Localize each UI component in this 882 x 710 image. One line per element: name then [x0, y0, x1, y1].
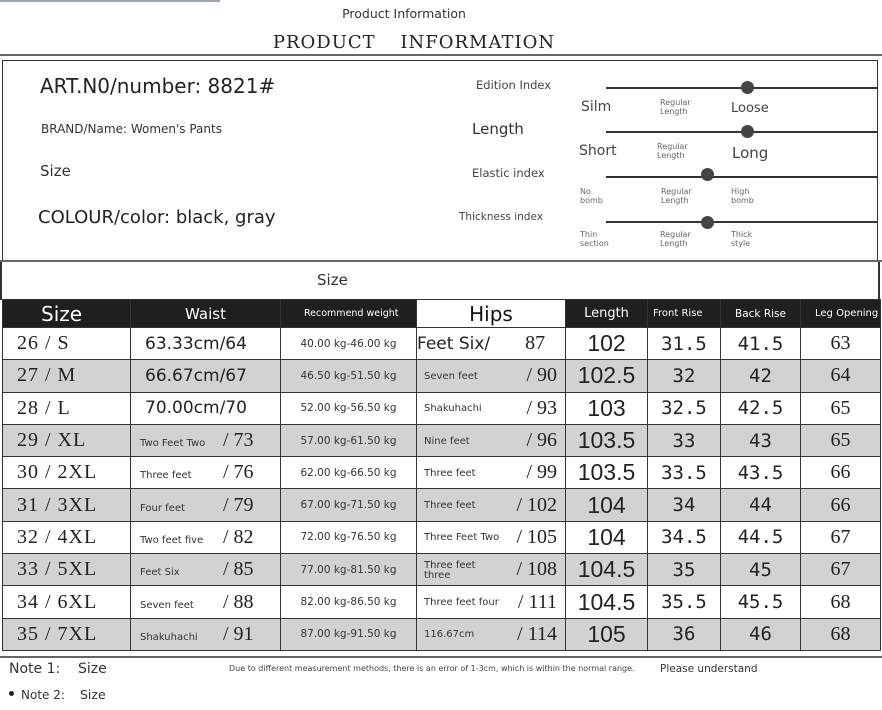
hips-text: Seven feet	[424, 370, 478, 382]
front-rise-cell: 35	[648, 554, 721, 586]
note2-label: Note 2:	[21, 688, 65, 702]
back-rise-cell: 45.5	[721, 586, 801, 618]
waist-text: Seven feet	[140, 599, 194, 611]
hips-number: 87	[525, 332, 546, 355]
length-cell: 104	[566, 521, 648, 553]
waist-text: Three feet	[140, 470, 192, 482]
front-rise-cell: 32	[648, 360, 721, 392]
waist-cell	[131, 521, 281, 553]
leg-opening-cell: 63	[801, 328, 881, 360]
size-cell: 27 / M	[3, 360, 131, 392]
table-header-row	[3, 300, 881, 328]
table-row	[3, 521, 881, 553]
thickness-left-label: Thin section	[580, 230, 609, 248]
elastic-right-label: High bomb	[731, 187, 754, 205]
hips-cell	[417, 554, 566, 586]
brand-name: BRAND/Name: Women's Pants	[41, 122, 222, 136]
size-cell: 32 / 4XL	[3, 521, 131, 553]
table-caption: Size	[317, 271, 348, 289]
waist-number: / 85	[223, 558, 254, 581]
back-rise-cell: 44	[721, 489, 801, 521]
size-label: Size	[40, 162, 71, 180]
header-length: Length	[566, 300, 648, 328]
waist-number: / 76	[223, 461, 254, 484]
leg-opening-cell: 68	[801, 618, 881, 650]
weight-cell: 87.00 kg-91.50 kg	[281, 618, 417, 650]
elastic-scale-marker	[701, 168, 714, 181]
waist-cell	[131, 586, 281, 618]
hips-number: / 114	[517, 622, 557, 645]
front-rise-cell: 34.5	[648, 521, 721, 553]
elastic-scale-line	[606, 176, 878, 178]
weight-cell: 52.00 kg-56.50 kg	[281, 392, 417, 424]
note1-tail: Please understand	[660, 663, 758, 675]
size-box-right-edge	[878, 262, 880, 300]
colour-info: COLOUR/color: black, gray	[38, 207, 276, 228]
header-waist: Waist	[131, 300, 281, 328]
waist-cell: 63.33cm/64	[131, 328, 281, 360]
size-cell: 35 / 7XL	[3, 618, 131, 650]
back-rise-cell: 41.5	[721, 328, 801, 360]
waist-number: / 82	[223, 525, 254, 548]
hips-cell	[417, 586, 566, 618]
leg-opening-cell: 65	[801, 424, 881, 456]
leg-opening-cell: 67	[801, 554, 881, 586]
waist-text: Two feet five	[140, 534, 204, 546]
hips-text: Feet Six/	[417, 334, 491, 355]
hips-number: / 90	[526, 364, 557, 387]
leg-opening-cell: 66	[801, 457, 881, 489]
waist-cell	[131, 457, 281, 489]
size-cell: 29 / XL	[3, 424, 131, 456]
waist-cell: 66.67cm/67	[131, 360, 281, 392]
note1-value: Size	[78, 661, 107, 677]
length-middle-label: Regular Length	[657, 142, 688, 160]
header-leg-opening: Leg Opening	[801, 300, 881, 328]
header-hips: Hips	[417, 300, 566, 328]
weight-cell: 72.00 kg-76.50 kg	[281, 521, 417, 553]
back-rise-cell: 42	[721, 360, 801, 392]
size-cell: 31 / 3XL	[3, 489, 131, 521]
hips-cell	[417, 521, 566, 553]
notes-divider	[0, 656, 882, 658]
edition-middle-label: Regular Length	[660, 98, 691, 116]
waist-text: Feet Six	[140, 567, 180, 579]
front-rise-cell: 33.5	[648, 457, 721, 489]
leg-opening-cell: 64	[801, 360, 881, 392]
leg-opening-cell: 68	[801, 586, 881, 618]
length-cell: 103.5	[566, 424, 648, 456]
header-recommend-weight: Recommend weight	[281, 300, 417, 328]
table-row	[3, 392, 881, 424]
table-row	[3, 328, 881, 360]
hips-text: Three Feet Two	[424, 532, 500, 544]
waist-number: / 91	[223, 622, 254, 645]
hips-cell	[417, 618, 566, 650]
table-row	[3, 586, 881, 618]
edition-left-label: Silm	[581, 99, 612, 115]
back-rise-cell: 44.5	[721, 521, 801, 553]
back-rise-cell: 42.5	[721, 392, 801, 424]
front-rise-cell: 36	[648, 618, 721, 650]
table-row	[3, 424, 881, 456]
length-index-label: Length	[472, 120, 524, 138]
front-rise-cell: 31.5	[648, 328, 721, 360]
weight-cell: 82.00 kg-86.50 kg	[281, 586, 417, 618]
hips-number: / 108	[516, 558, 557, 581]
waist-number: / 88	[223, 590, 254, 613]
waist-cell	[131, 424, 281, 456]
hips-cell	[417, 360, 566, 392]
hips-text: 116.67cm	[424, 629, 475, 641]
size-cell: 28 / L	[3, 392, 131, 424]
art-number: ART.N0/number: 8821#	[40, 74, 276, 98]
leg-opening-cell: 65	[801, 392, 881, 424]
page-subtitle: Product Information	[342, 6, 466, 21]
note1-label: Note 1:	[9, 661, 61, 677]
front-rise-cell: 32.5	[648, 392, 721, 424]
waist-cell	[131, 618, 281, 650]
waist-text: Four feet	[140, 502, 185, 514]
header-size: Size	[3, 300, 131, 328]
elastic-index-label: Elastic index	[472, 166, 545, 180]
front-rise-cell: 35.5	[648, 586, 721, 618]
back-rise-cell: 43.5	[721, 457, 801, 489]
page-title: PRODUCT INFORMATION	[272, 32, 556, 53]
thickness-scale-line	[606, 221, 878, 223]
hips-number: / 102	[516, 493, 557, 516]
waist-number: / 73	[223, 429, 254, 452]
back-rise-cell: 43	[721, 424, 801, 456]
hips-cell	[417, 424, 566, 456]
size-cell: 33 / 5XL	[3, 554, 131, 586]
weight-cell: 40.00 kg-46.00 kg	[281, 328, 417, 360]
length-scale-marker	[741, 125, 754, 138]
table-row	[3, 360, 881, 392]
back-rise-cell: 45	[721, 554, 801, 586]
hips-text: Nine feet	[424, 435, 470, 447]
size-cell: 34 / 6XL	[3, 586, 131, 618]
length-cell: 103.5	[566, 457, 648, 489]
leg-opening-cell: 67	[801, 521, 881, 553]
hips-text: Three feet four	[424, 597, 499, 609]
waist-text: Shakuhachi	[140, 631, 198, 643]
weight-cell: 46.50 kg-51.50 kg	[281, 360, 417, 392]
waist-cell	[131, 554, 281, 586]
table-row	[3, 554, 881, 586]
size-table	[2, 299, 881, 651]
length-cell: 104	[566, 489, 648, 521]
edition-index-label: Edition Index	[476, 78, 552, 92]
hips-number: / 111	[517, 590, 557, 613]
note2-bullet	[9, 691, 14, 696]
front-rise-cell: 34	[648, 489, 721, 521]
waist-cell	[131, 489, 281, 521]
table-row	[3, 457, 881, 489]
size-cell: 30 / 2XL	[3, 457, 131, 489]
edition-scale-marker	[741, 81, 754, 94]
size-box-left-edge	[0, 262, 2, 300]
note2-value: Size	[80, 687, 106, 702]
hips-cell	[417, 328, 566, 360]
thickness-right-label: Thick style	[731, 230, 753, 248]
weight-cell: 77.00 kg-81.50 kg	[281, 554, 417, 586]
leg-opening-cell: 66	[801, 489, 881, 521]
header-front-rise: Front Rise	[648, 300, 721, 328]
length-cell: 104.5	[566, 554, 648, 586]
length-cell: 102	[566, 328, 648, 360]
hips-text: Shakuhachi	[424, 403, 482, 415]
hips-number: / 93	[526, 396, 557, 419]
hips-number: / 96	[526, 429, 557, 452]
front-rise-cell: 33	[648, 424, 721, 456]
length-right-label: Long	[732, 144, 769, 162]
length-cell: 105	[566, 618, 648, 650]
thickness-middle-label: Regular Length	[660, 230, 691, 248]
table-row	[3, 618, 881, 650]
title-divider	[0, 54, 882, 56]
back-rise-cell: 46	[721, 618, 801, 650]
top-accent-line	[0, 0, 220, 2]
table-row	[3, 489, 881, 521]
length-cell: 102.5	[566, 360, 648, 392]
size-cell: 26 / S	[3, 328, 131, 360]
weight-cell: 62.00 kg-66.50 kg	[281, 457, 417, 489]
hips-text: Three feet	[424, 500, 476, 512]
hips-cell	[417, 457, 566, 489]
waist-cell: 70.00cm/70	[131, 392, 281, 424]
weight-cell: 57.00 kg-61.50 kg	[281, 424, 417, 456]
hips-number: / 99	[526, 461, 557, 484]
note1-text: Due to different measurement methods, there is an error of 1-3cm, which is within the normal range.	[229, 664, 635, 673]
length-cell: 103	[566, 392, 648, 424]
elastic-middle-label: Regular Length	[661, 187, 692, 205]
hips-text: Three feet	[424, 467, 476, 479]
header-back-rise: Back Rise	[721, 300, 801, 328]
waist-text: Two Feet Two	[140, 438, 206, 450]
hips-cell	[417, 489, 566, 521]
info-divider	[0, 260, 882, 262]
thickness-index-label: Thickness index	[459, 211, 543, 223]
elastic-left-label: No bomb	[580, 187, 603, 205]
length-left-label: Short	[579, 143, 617, 159]
hips-text: Three feet three	[424, 559, 476, 581]
thickness-scale-marker	[701, 216, 714, 229]
hips-number: / 105	[516, 525, 557, 548]
weight-cell: 67.00 kg-71.50 kg	[281, 489, 417, 521]
edition-right-label: Loose	[731, 101, 769, 116]
length-cell: 104.5	[566, 586, 648, 618]
waist-number: / 79	[223, 493, 254, 516]
hips-cell	[417, 392, 566, 424]
